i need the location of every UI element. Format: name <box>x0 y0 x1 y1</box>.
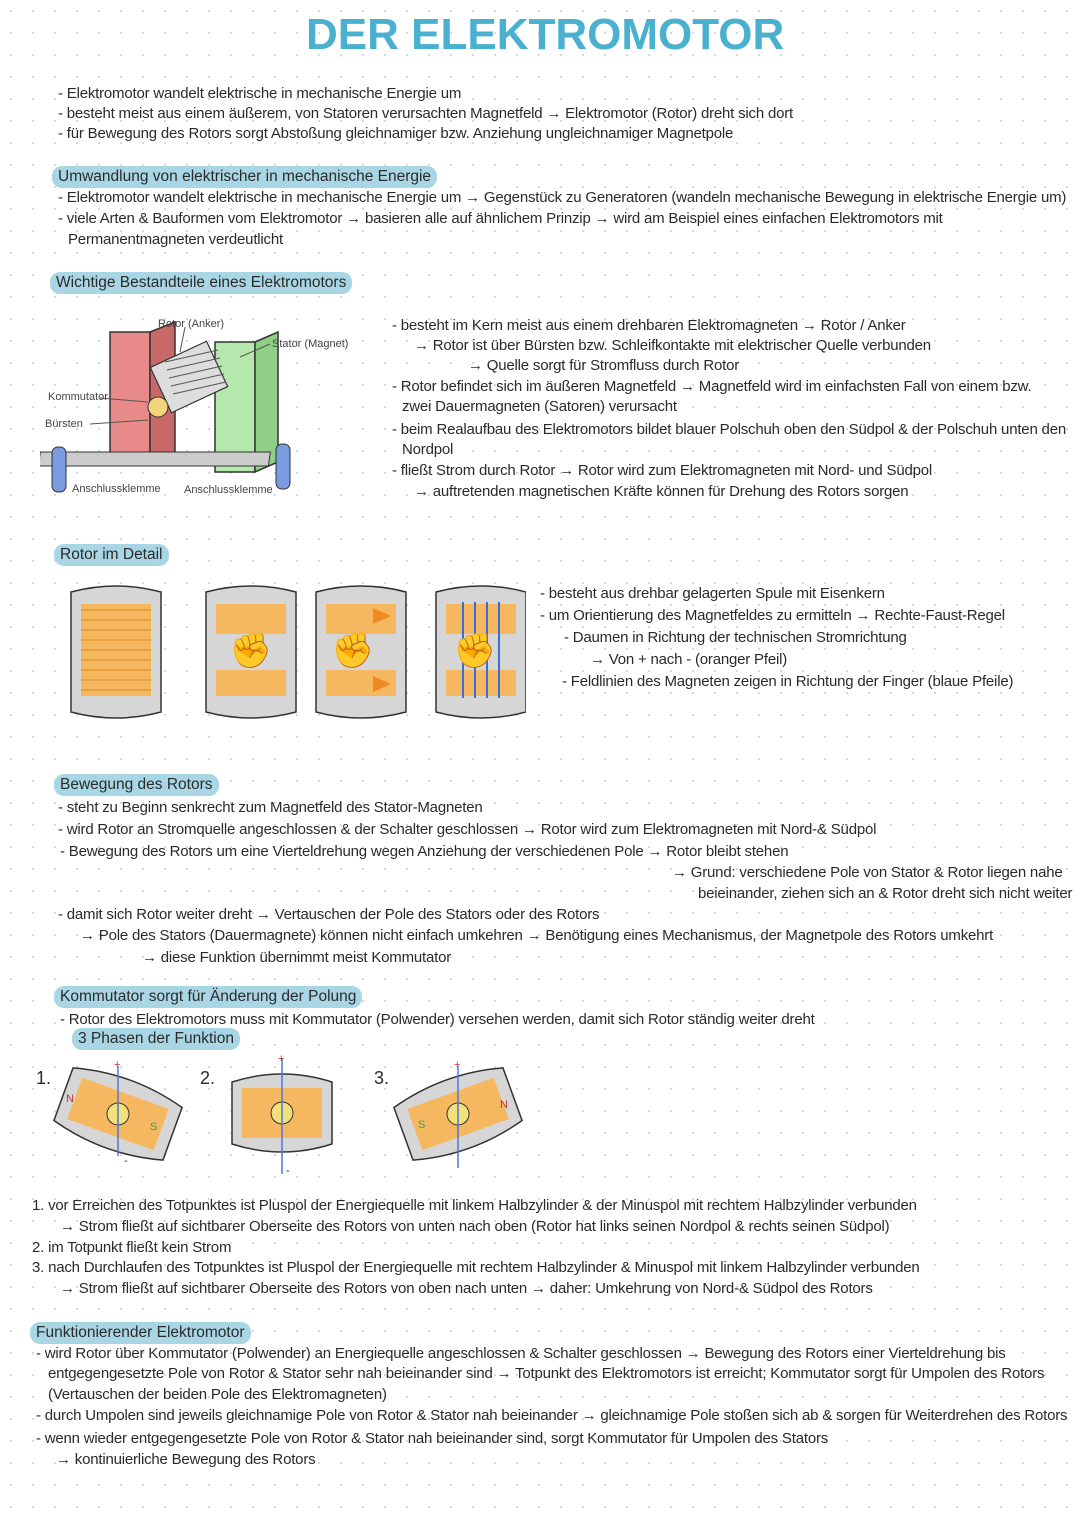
phase-number-3: 3. <box>374 1068 390 1088</box>
label-kommutator: Kommutator <box>48 391 108 403</box>
bestandteile-line-9: → auftretenden magnetischen Kräfte können für Drehung des Rotors sorgen <box>414 483 909 500</box>
phase-number-1: 1. <box>36 1068 52 1088</box>
label-stator: Stator (Magnet) <box>272 338 349 350</box>
bewegung-line-7: → Pole des Stators (Dauermagnete) können nicht einfach umkehren → Benötigung eines Mechanismus, der Magnetpole des Rotors umkehrt <box>80 927 994 944</box>
funktion-line-2: entgegengesetzte Pole von Rotor & Stator sehr nah beieinander sind → Totpunkt des Elektromotors ist erreicht; Kommutator sorgt für Umpolen des Rotors <box>48 1365 1045 1382</box>
bestandteile-line-3: → Quelle sorgt für Stromfluss durch Rotor <box>468 357 740 374</box>
label-klemme-2: Anschlussklemme <box>184 484 273 496</box>
bestandteile-line-7: Nordpol <box>402 441 454 458</box>
intro-line-2: - besteht meist aus einem äußerem, von Statoren verursachten Magnetfeld → Elektromotor (Rotor) dreht sich dort <box>58 105 794 122</box>
phase-line-5: → Strom fließt auf sichtbarer Oberseite des Rotors von oben nach unten → daher: Umkehrung von Nord-& Südpol des Rotors <box>60 1280 873 1297</box>
bestandteile-line-2: → Rotor ist über Bürsten bzw. Schleifkontakte mit elektrischer Quelle verbunden <box>414 337 931 354</box>
pole-label-s-1: S <box>150 1121 158 1133</box>
kommutator-subheading: 3 Phasen der Funktion <box>72 1028 240 1050</box>
section-heading-umwandlung: Umwandlung von elektrischer in mechanische Energie <box>52 166 437 188</box>
umwandlung-line-1: - Elektromotor wandelt elektrische in mechanische Energie um → Gegenstück zu Generatoren (wandeln mechanische Bewegung in elektrische Energie um) <box>58 189 1067 206</box>
phase-line-3: 2. im Totpunkt fließt kein Strom <box>32 1239 232 1256</box>
section-heading-kommutator: Kommutator sorgt für Änderung der Polung <box>54 986 362 1008</box>
funktion-line-4: - durch Umpolen sind jeweils gleichnamige Pole von Rotor & Stator nah beieinander → gleichnamige Pole stoßen sich ab & sorgen für Weiterdrehen des Rotors <box>36 1407 1068 1424</box>
section-heading-funktion: Funktionierender Elektromotor <box>30 1322 251 1344</box>
minus-label-1: - <box>124 1155 128 1167</box>
label-klemme-1: Anschlussklemme <box>72 483 161 495</box>
rotor-detail-line-4: → Von + nach - (oranger Pfeil) <box>590 651 788 668</box>
bestandteile-line-4: - Rotor befindet sich im äußeren Magnetfeld → Magnetfeld wird im einfachsten Fall von einem bzw. <box>392 378 1032 395</box>
bestandteile-line-5: zwei Dauermagneten (Satoren) verursacht <box>402 398 677 415</box>
funktion-line-1: - wird Rotor über Kommutator (Polwender) an Energiequelle angeschlossen & Schalter geschlossen → Bewegung des Rotors einer Vierteldrehung bis <box>36 1345 1006 1362</box>
kommutator-phases-diagram <box>50 1052 530 1177</box>
anschlussklemme-left <box>52 447 66 492</box>
bewegung-line-8: → diese Funktion übernimmt meist Kommutator <box>142 949 452 966</box>
plus-label-1: + <box>114 1059 121 1071</box>
rotor-detail-line-3: - Daumen in Richtung der technischen Stromrichtung <box>564 629 907 646</box>
umwandlung-line-3: Permanentmagneten verdeutlicht <box>68 231 283 248</box>
plus-label-3: + <box>454 1059 461 1071</box>
label-rotor: Rotor (Anker) <box>158 318 225 330</box>
rotor-detail-2 <box>206 586 296 718</box>
pole-label-n-3: N <box>500 1099 508 1111</box>
bestandteile-line-1: - besteht im Kern meist aus einem drehbaren Elektromagneten → Rotor / Anker <box>392 317 906 334</box>
pole-label-s-3: S <box>418 1119 426 1131</box>
section-heading-rotor-detail: Rotor im Detail <box>54 544 169 566</box>
bestandteile-line-8: - fließt Strom durch Rotor → Rotor wird zum Elektromagneten mit Nord- und Südpol <box>392 462 933 479</box>
intro-line-3: - für Bewegung des Rotors sorgt Abstoßung gleichnamiger bzw. Anziehung ungleichnamiger Magnetpole <box>58 125 734 142</box>
bestandteile-line-6: - beim Realaufbau des Elektromotors bildet blauer Polschuh oben den Südpol & der Polschuh unten den <box>392 421 1066 438</box>
section-heading-bestandteile: Wichtige Bestandteile eines Elektromotors <box>50 272 352 294</box>
bewegung-line-6: - damit sich Rotor weiter dreht → Vertauschen der Pole des Stators oder des Rotors <box>58 906 600 923</box>
umwandlung-line-2: - viele Arten & Bauformen vom Elektromotor → basieren alle auf ähnlichem Prinzip → wird am Beispiel eines einfachen Elektromotors mit <box>58 210 943 227</box>
kommutator-part <box>148 397 168 417</box>
phase-line-4: 3. nach Durchlaufen des Totpunktes ist Pluspol der Energiequelle mit rechtem Halbzylinder & Minuspol mit linkem Halbzylinder verbunden <box>32 1259 920 1276</box>
rotor-detail-4 <box>436 586 526 718</box>
fist-icon: ✊ <box>229 632 273 670</box>
bewegung-line-1: - steht zu Beginn senkrecht zum Magnetfeld des Stator-Magneten <box>58 799 483 816</box>
rotor-detail-line-1: - besteht aus drehbar gelagerten Spule mit Eisenkern <box>540 585 885 602</box>
phase-number-2: 2. <box>200 1068 216 1088</box>
fist-icon: ✊ <box>453 632 497 670</box>
bewegung-line-5: beieinander, ziehen sich an & Rotor dreht sich nicht weiter <box>698 885 1073 902</box>
rotor-detail-line-2: - um Orientierung des Magnetfeldes zu ermitteln → Rechte-Faust-Regel <box>540 607 1005 624</box>
rotor-detail-line-5: - Feldlinien des Magneten zeigen in Richtung der Finger (blaue Pfeile) <box>562 673 1014 690</box>
funktion-line-5: - wenn wieder entgegengesetzte Pole von Rotor & Stator nah beieinander sind, sorgt Kommutator für Umpolen des Stators <box>36 1430 829 1447</box>
intro-line-1: - Elektromotor wandelt elektrische in mechanische Energie um <box>58 85 462 102</box>
rotor-detail-3 <box>316 586 406 718</box>
stator-red-magnet <box>110 332 150 462</box>
section-heading-bewegung: Bewegung des Rotors <box>54 774 219 796</box>
funktion-line-6: → kontinuierliche Bewegung des Rotors <box>56 1451 316 1468</box>
kommutator-line: - Rotor des Elektromotors muss mit Kommutator (Polwender) versehen werden, damit sich Rotor ständig weiter dreht <box>60 1011 815 1028</box>
page-title: DER ELEKTROMOTOR <box>306 10 785 59</box>
anschlussklemme-right <box>276 444 290 489</box>
pole-label-n-1: N <box>66 1093 74 1105</box>
rotor-detail-1 <box>71 586 161 718</box>
bewegung-line-3: - Bewegung des Rotors um eine Vierteldrehung wegen Anziehung der verschiedenen Pole → Rotor bleibt stehen <box>60 843 789 860</box>
funktion-line-3: (Vertauschen der beiden Pole des Elektromagneten) <box>48 1386 387 1403</box>
plus-label-2: + <box>278 1053 285 1065</box>
phase-line-1: 1. vor Erreichen des Totpunktes ist Pluspol der Energiequelle mit linkem Halbzylinder & der Minuspol mit rechtem Halbzylinder verbunden <box>32 1197 917 1214</box>
bewegung-line-4: → Grund: verschiedene Pole von Stator & Rotor liegen nahe <box>672 864 1063 881</box>
rotor-detail-diagrams <box>66 580 526 730</box>
phase-line-2: → Strom fließt auf sichtbarer Oberseite des Rotors von unten nach oben (Rotor hat links seinen Nordpol & rechts seinen Südpol) <box>60 1218 890 1235</box>
fist-icon: ✊ <box>331 632 375 670</box>
label-buersten: Bürsten <box>45 418 83 430</box>
bewegung-line-2: - wird Rotor an Stromquelle angeschlossen & der Schalter geschlossen → Rotor wird zum Elektromagneten mit Nord-& Südpol <box>58 821 877 838</box>
minus-label-2: - <box>286 1165 290 1177</box>
